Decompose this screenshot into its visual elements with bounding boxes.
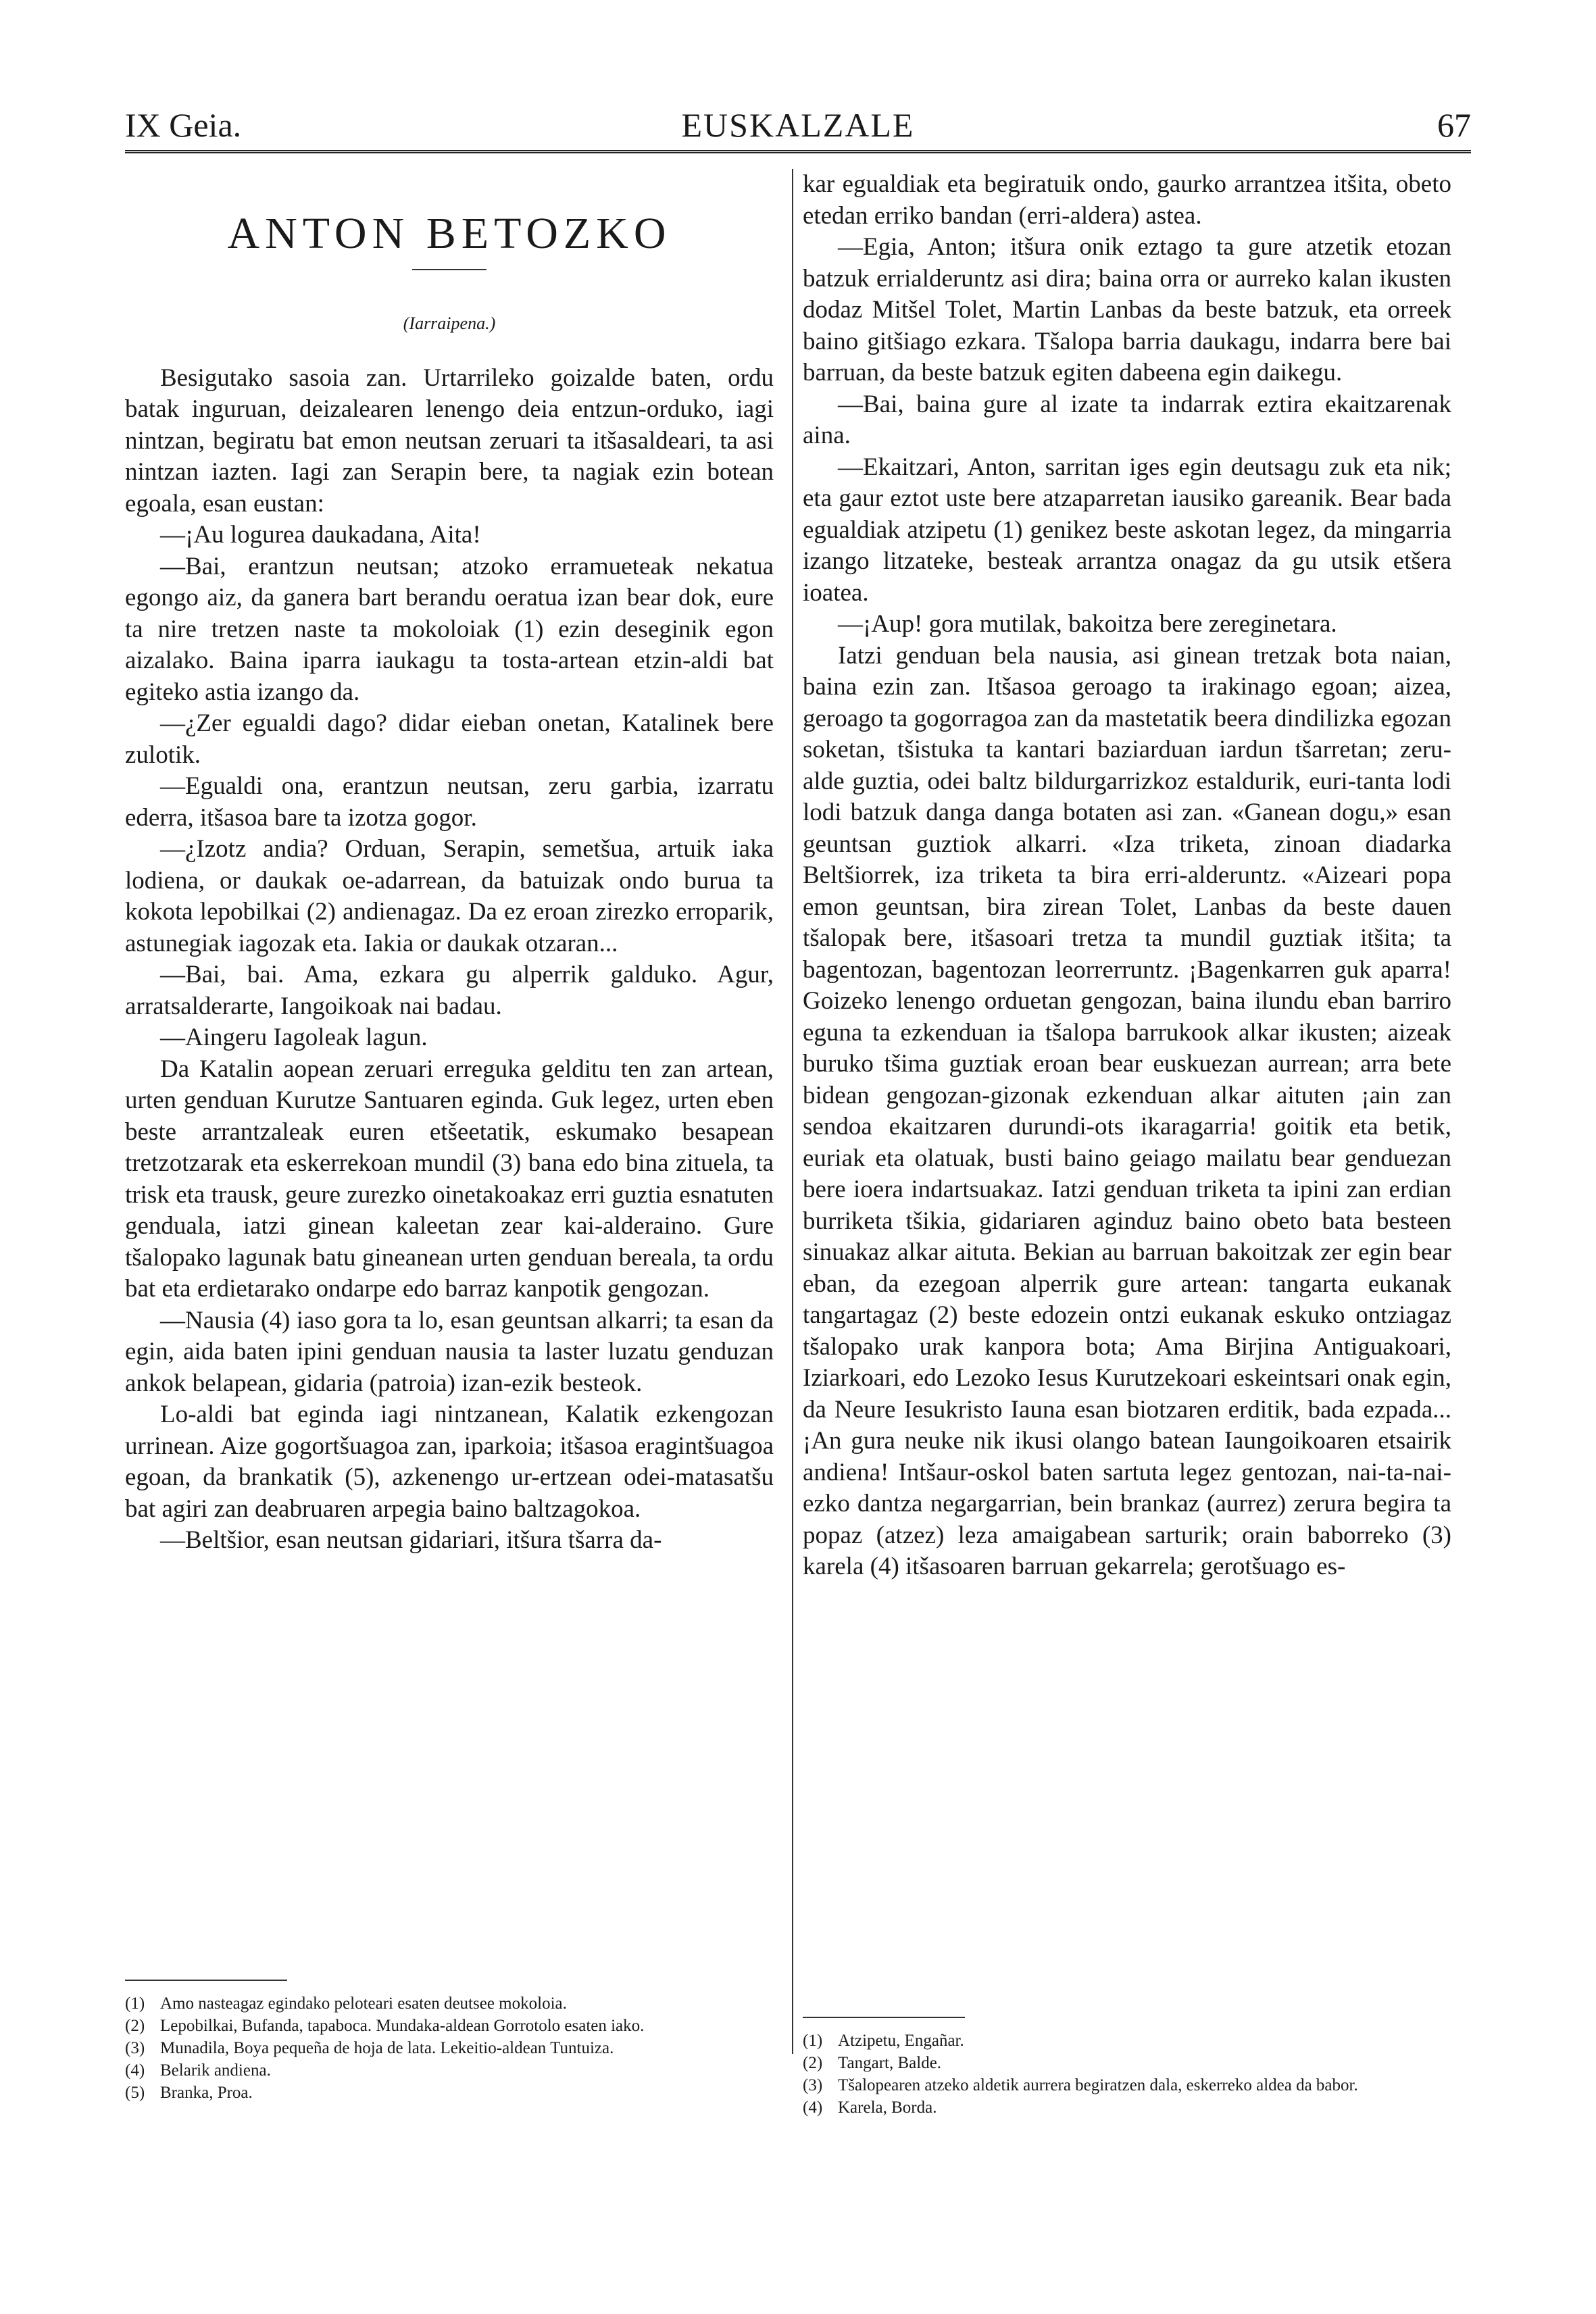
footnote (125, 2038, 774, 2059)
paragraph: —Egia, Anton; itšura onik eztago ta gure atzetik etozan batzuk errialderuntz asi dira; baina orra or aurreko kalan ikusten dodaz Mitšel Tolet, Martin Lanbas da beste batzuk, eta orreek baino gitšiago ezkara. Tšalopa barria daukagu, indarra bere bai barruan, da beste batzuk egiten dabeena egin daikegu. (803, 233, 1451, 386)
footnote-text: Munadila, Boya pequeña de hoja de lata. Lekeitio-aldean Tuntuiza. (160, 2039, 614, 2057)
issue-label: IX Geia. (125, 106, 242, 144)
footnote-number: (4) (803, 2098, 823, 2117)
footnote (125, 2082, 774, 2104)
paragraph: —Bai, bai. Ama, ezkara gu alperrik galduko. Agur, arratsalderarte, Iangoikoak nai badau. (125, 961, 774, 1020)
paragraph: —¡Au logurea daukadana, Aita! (160, 521, 481, 549)
footnote-number: (2) (125, 2017, 145, 2035)
footnote-number: (1) (803, 2032, 823, 2050)
column-rule (792, 169, 793, 2054)
footnote (803, 2030, 1451, 2052)
paragraph: —Aingeru Iagoleak lagun. (160, 1024, 428, 1051)
paragraph: Besigutako sasoia zan. Urtarrileko goizalde baten, ordu batak inguruan, deizalearen lenengo deia entzun-orduko, iagi nintzan, begiratu bat emon neutsan zeruari ta itšasaldeari, ta asi nintzan iazten. Iagi zan Serapin bere, ta nagiak ezin botean egoala, esan eustan: (125, 363, 774, 518)
right-column (803, 169, 1451, 1583)
footnotes-left (125, 1980, 774, 2105)
footnote-number: (5) (125, 2084, 145, 2102)
footnote (803, 2097, 1451, 2119)
paragraph: —Egualdi ona, erantzun neutsan, zeru garbia, izarratu ederra, itšasoa bare ta izotza gogor. (125, 772, 774, 832)
article-title: ANTON BETOZKO (227, 209, 672, 258)
title-rule (412, 269, 487, 270)
footnote-text: Atzipetu, Engañar. (838, 2032, 964, 2050)
footnote (125, 2015, 774, 2037)
footnote (125, 2060, 774, 2082)
footnote-number: (1) (125, 1994, 145, 2013)
paragraph: —Beltšior, esan neutsan gidariari, itšura tšarra da- (160, 1526, 662, 1554)
footnote-text: Branka, Proa. (160, 2084, 253, 2102)
footnote-text: Belarik andiena. (160, 2061, 271, 2080)
paragraph: kar egualdiak eta begiratuik ondo, gaurko arrantzea itšita, obeto etedan erriko bandan (erri-aldera) astea. (803, 170, 1451, 230)
left-column (125, 169, 774, 1557)
footnote-number: (3) (125, 2039, 145, 2057)
journal-title: EUSKALZALE (681, 106, 915, 144)
footnote-text: Amo nasteagaz egindako peloteari esaten deutsee mokoloia. (160, 1994, 567, 2013)
footnote-text: Lepobilkai, Bufanda, tapaboca. Mundaka-aldean Gorrotolo esaten iako. (160, 2017, 645, 2035)
footnote-text: Tangart, Balde. (838, 2054, 942, 2072)
footnote-number: (3) (803, 2076, 823, 2094)
paragraph: Da Katalin aopean zeruari erreguka gelditu ten zan artean, urten genduan Kurutze Santuaren eginda. Guk legez, urten eben beste arrantzaleak euren etšeetatik, eskumako besapean tretzotzarak eta eskerrekoan mundil (3) bana edo bina zituela, ta trisk eta trausk, geure zurezko oinetakoakaz erri guztia esnatuten genduala, iatzi ginean kaleetan zear kai-alderaino. Gure tšalopako lagunak batu gineanean urten genduan bereala, ta ordu bat eta erdietarako ondarpe edo barraz kanpotik gengozan. (125, 1055, 774, 1303)
footnote-rule (803, 2017, 965, 2018)
paragraph: —¡Aup! gora mutilak, bakoitza bere zereginetara. (838, 610, 1337, 638)
paragraph: —¿Zer egualdi dago? didar eieban onetan, Katalinek bere zulotik. (125, 709, 774, 769)
paragraph: —Ekaitzari, Anton, sarritan iges egin deutsagu zuk eta nik; eta gaur eztot uste bere atzaparretan iausiko gareanik. Bear bada egualdiak atzipetu (1) genikez beste askotan legez, da mingarria izango litzateke, besteak arrantza onagaz da gu utsik etšera ioatea. (803, 453, 1451, 607)
footnote-text: Tšalopearen atzeko aldetik aurrera begiratzen dala, eskerreko aldea da babor. (838, 2076, 1358, 2094)
footnote (803, 2075, 1451, 2096)
footnotes-right (803, 2017, 1451, 2119)
footnote-number: (4) (125, 2061, 145, 2080)
continuation-note: (Iarraipena.) (403, 313, 496, 333)
paragraph: —Bai, erantzun neutsan; atzoko erramueteak nekatua egongo aiz, da ganera bart berandu oeratua izan bear dok, eure ta nire tretzen naste ta mokoloiak (1) ezin deseginik egon aizalako. Baina iparra iaukagu ta tosta-artean etzin-aldi bat egiteko astia izango da. (125, 552, 774, 706)
page-number: 67 (1437, 106, 1471, 144)
footnote (803, 2053, 1451, 2074)
running-head (125, 101, 1471, 149)
footnote-text: Karela, Borda. (838, 2098, 937, 2117)
paragraph: —Bai, baina gure al izate ta indarrak eztira ekaitzarenak aina. (803, 390, 1451, 449)
paragraph: Lo-aldi bat eginda iagi nintzanean, Kalatik ezkengozan urrinean. Aize gogortšuagoa zan, iparkoia; itšasoa eragintšuagoa egoan, da brankatik (5), azkenengo ur-ertzean odei-matasatšu bat agiri zan deabruaren arpegia baino baltzagokoa. (125, 1401, 774, 1523)
footnote (125, 1993, 774, 2015)
header-rule (125, 150, 1471, 153)
footnote-rule (125, 1980, 287, 1981)
paragraph: —¿Izotz andia? Orduan, Serapin, semetšua, artuik iaka lodiena, or daukak oe-adarrean, da batuizak ondo burua ta kokota lepobilkai (2) andienagaz. Da ez eroan zirezko erroparik, astunegiak iagozak eta. Iakia or daukak otzaran... (125, 835, 774, 957)
paragraph: Iatzi genduan bela nausia, asi ginean tretzak bota naian, baina ezin zan. Itšasoa geroago ta irakinago egoan; aizea, geroago ta gogorragoa zan da mastetatik beera dindilizka egozan soketan, tšistuka ta kantari baziarduan iardun tšarretan; zeru-alde guztia, odei baltz bildurgarrizkoz estaldurik, euri-tanta lodi lodi batzuk danga danga botaten asi zan. «Ganean dogu,» esan geuntsan guztiok alkarri. «Iza triketa, zinoan diadarka Beltšiorrek, iza triketa ta bira erri-alderuntz. «Aizeari popa emon geuntsan, bira zirean Tolet, Lanbas da beste dauen tšalopak bere, itšasoari tretza ta mundil guztiak itšita; ta bagentozan, bagentozan leorrerruntz. ¡Bagenkarren guk aparra! Goizeko lenengo orduetan gengozan, baina ilundu eban barriro eguna ta ezkenduan ia tšalopa barrukook alkar ikusten; aizeak buruko tšima guztiak eroan bear euskuezan aurrean; arra bete bidean gengozan-gizonak ezkenduan alkar aituten ¡ain zan sendoa ekaitzaren durundi-ots ikaragarria! goitik eta betik, euriak eta olatuak, busti baino geiago mailatu bear genduezan bere ioera indartsuakaz. Iatzi genduan triketa ta ipini zan erdian burriketa tšikia, gidariaren aginduz baino obeto bata besteen sinuakaz alkar aituta. Bekian au barruan bakoitzak zer egin bear eban, da ezegoan alperrik gure artean: tangarta eukanak tangartagaz (2) beste edozein ontzi eukanak eskuko ontziagaz tšalopako urak kanpora bota; Ama Birjina Antiguakoari, Iziarkoari, edo Lezoko Iesus Kurutzekoari eskeintsari onak egin, da Neure Iesukristo Iauna esan biotzaren erditik, bada ezpada... ¡An gura neuke nik ikusi olango batean Iaungoikoaren etsairik andiena! Intšaur-oskol baten sartuta legez gentozan, nai-ta-nai-ezko dantza negargarrian, bein brankaz (aurrez) zerura begira ta popaz (atzez) leza amaigabean sarturik; orain baborreko (3) karela (4) itšasoaren barruan gekarrela; gerotšuago es- (803, 641, 1451, 1580)
footnote-number: (2) (803, 2054, 823, 2072)
paragraph: —Nausia (4) iaso gora ta lo, esan geuntsan alkarri; ta esan da egin, aida baten ipini genduan nausia ta laster luzatu genduzan ankok belapean, gidaria (patroia) izan-ezik besteok. (125, 1306, 774, 1397)
